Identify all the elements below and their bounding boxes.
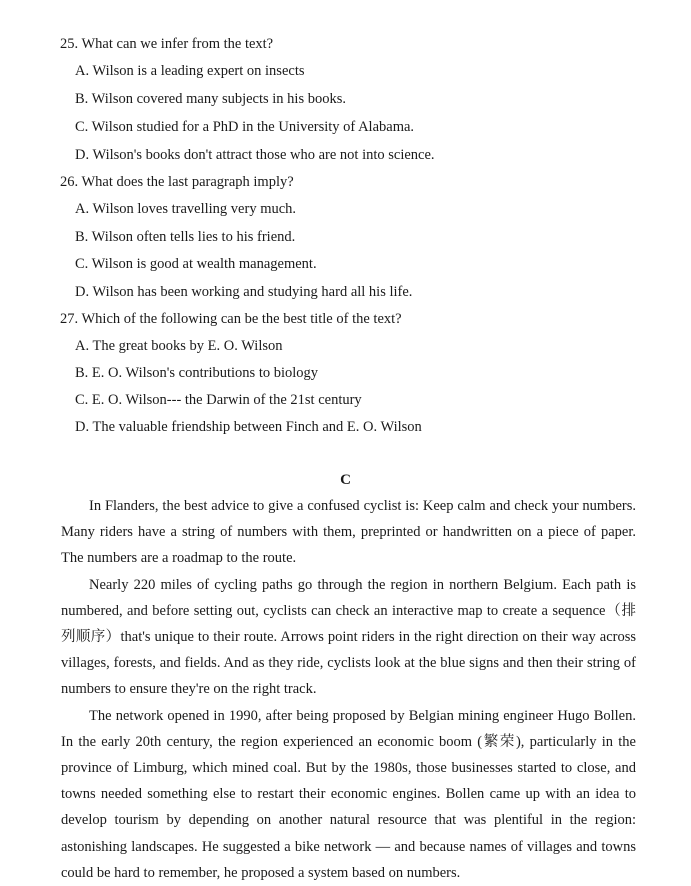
question-26-stem: 26. What does the last paragraph imply? [60, 174, 294, 190]
question-26-option-c: C. Wilson is good at wealth management. [75, 256, 317, 272]
passage-paragraph: In Flanders, the best advice to give a confused cyclist is: Keep calm and check your numbers. Many riders have a string of numbers with them, preprinted or handwritten on a piece of paper. The numbers are a roadmap to the route. [61, 498, 636, 567]
question-25-option-c: C. Wilson studied for a PhD in the University of Alabama. [75, 119, 415, 135]
question-27-option-a: A. The great books by E. O. Wilson [75, 338, 283, 354]
question-26-option-d: D. Wilson has been working and studying hard all his life. [75, 284, 413, 300]
question-25-stem: 25. What can we infer from the text? [60, 36, 274, 52]
passage-paragraph: Nearly 220 miles of cycling paths go through the region in northern Belgium. Each path is numbered, and before setting out, cyclists can check an interactive map to create a sequence（排列顺序）that's unique to their route. Arrows point riders in the right direction on their way across villages, forests, and fields. And as they ride, cyclists look at the blue signs and then their string of numbers to ensure they're on the right track. [61, 576, 636, 698]
question-27-stem: 27. Which of the following can be the best title of the text? [60, 311, 402, 327]
question-27-option-c: C. E. O. Wilson--- the Darwin of the 21st century [75, 392, 362, 408]
question-27-option-b: B. E. O. Wilson's contributions to biology [75, 365, 319, 381]
question-25-option-b: B. Wilson covered many subjects in his books. [75, 91, 346, 107]
question-26-option-b: B. Wilson often tells lies to his friend. [75, 229, 296, 245]
passage-paragraph: The network opened in 1990, after being proposed by Belgian mining engineer Hugo Bollen. In the early 20th century, the region experienced an economic boom (繁荣), particularly in the province of Limburg, which mined coal. But by the 1980s, those businesses started to close, and towns needed something else to restart their economic engines. Bollen came up with an idea to develop tourism by depending on another natural resource that was plentiful in the region: astonishing landscapes. He suggested a bike network — and because names of villages and towns could be hard to remember, he proposed a system based on numbers. [61, 707, 636, 881]
section-heading: C [340, 472, 351, 488]
question-25-option-d: D. Wilson's books don't attract those who are not into science. [75, 147, 435, 163]
question-27-option-d: D. The valuable friendship between Finch and E. O. Wilson [75, 419, 422, 435]
question-25-option-a: A. Wilson is a leading expert on insects [75, 63, 305, 79]
question-26-option-a: A. Wilson loves travelling very much. [75, 201, 297, 217]
passage-body [61, 493, 636, 886]
